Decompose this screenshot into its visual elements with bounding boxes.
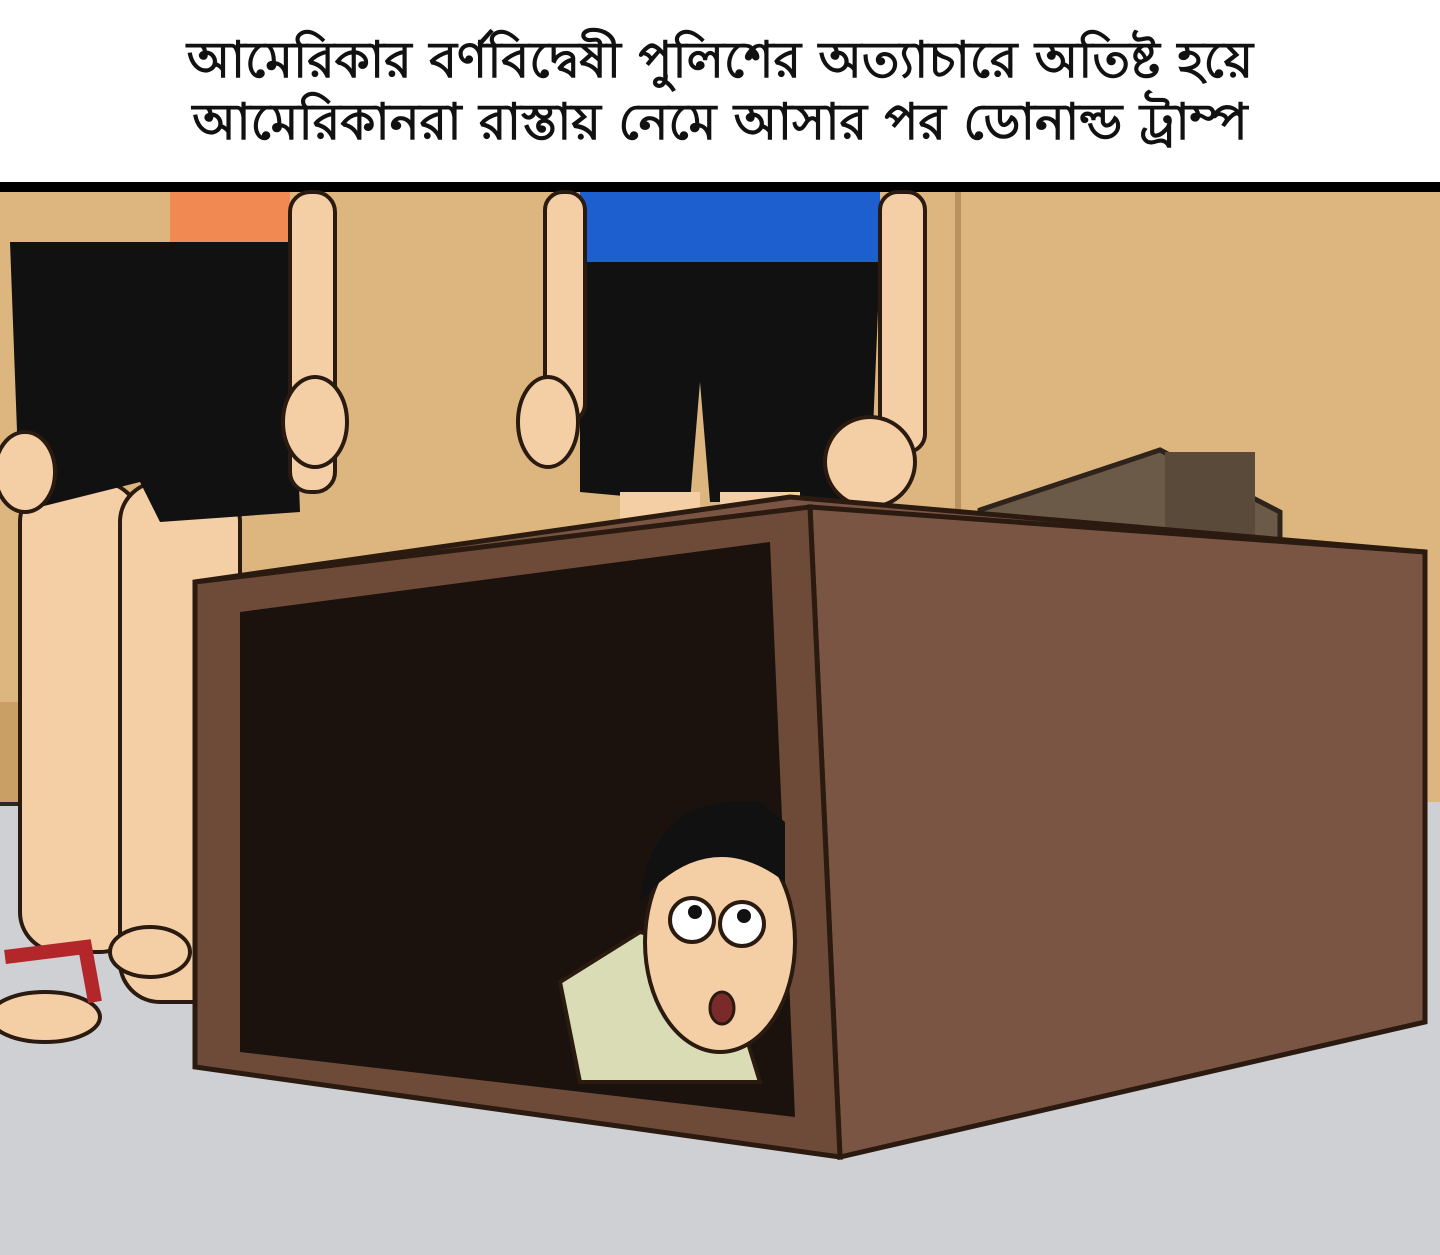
- hiding-man-pupil-right: [737, 909, 751, 923]
- middle-man-left-hand: [518, 377, 578, 467]
- middle-man-right-hand: [825, 417, 915, 507]
- left-man-left-hand: [0, 432, 55, 512]
- caption-line-2: আমেরিকানরা রাস্তায় নেমে আসার পর ডোনাল্ড ট্রাম্প: [192, 93, 1248, 151]
- hiding-man-pupil-left: [688, 905, 702, 919]
- caption-line-1: আমেরিকার বর্ণবিদ্বেষী পুলিশের অত্যাচারে অতিষ্ট হয়ে: [186, 31, 1254, 89]
- middle-man-shirt: [580, 192, 880, 272]
- cartoon-frame: [0, 182, 1440, 1255]
- left-man-foot-2: [110, 927, 190, 977]
- hiding-man-mouth: [710, 992, 734, 1024]
- hiding-man-eye-left: [670, 898, 714, 942]
- left-man-foot: [0, 992, 100, 1042]
- wall-panel-seam: [955, 192, 961, 532]
- left-man-hand: [283, 377, 347, 467]
- middle-man-right-arm: [880, 192, 925, 452]
- hiding-man-eye-right: [720, 902, 764, 946]
- cartoon-illustration: [0, 182, 1440, 1255]
- meme-caption: [0, 0, 1440, 182]
